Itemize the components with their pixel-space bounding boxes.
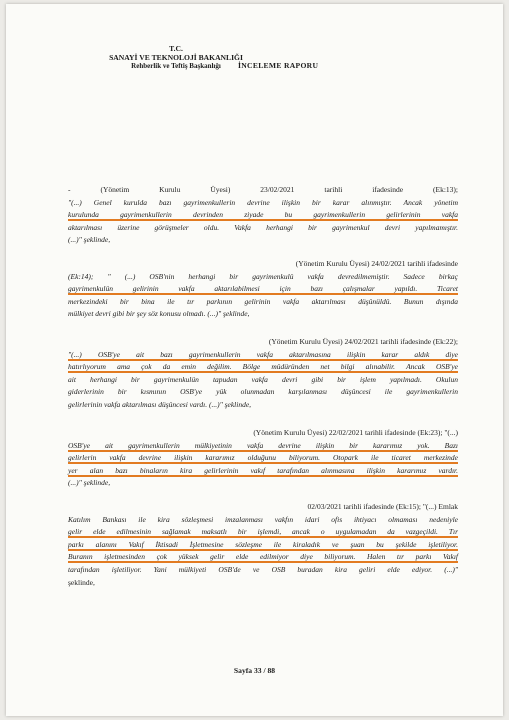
statement-line: tarafından işletiliyor. Yani mülkiyeti OSB'de ve OSB buradan kira geliri elde ediyor. (...)" <box>68 564 458 574</box>
page-number: Sayfa 33 / 88 <box>233 666 276 675</box>
statement-line: aktarılması üzerine görüşmeler oldu. Vakfa herhangi bir gayrimenkul devri yapılmamıştır. <box>68 222 458 232</box>
statement-line-underlined: parkı alanını Vakıf İktisadi İşletmesine sözleşme ile kiraladık ve şuan bu şekilde işletiliyor. <box>68 539 458 549</box>
statement-line-underlined: kurulunda gayrimenkullerin devrinden ziyade bu gayrimenkullerin gelirlerinin vakfa <box>68 210 458 220</box>
org-line-department: Rehberlik ve Teftiş Başkanlığı <box>131 62 221 70</box>
statement-line: 02/03/2021 tarihli ifadesinde (Ek:15); "(...) Emlak <box>307 502 458 511</box>
statement-line: gelirlerinin vakfa aktarılması düşüncesi vardı. (...)" şeklinde, <box>68 399 252 409</box>
statement-line-underlined: gayrimenkulün gelirinin vakfa aktarılabilmesi için bazı çalışmalar yapıldı. Ticaret <box>68 284 458 294</box>
statement-line: (Yönetim Kurulu Üyesi) 24/02/2021 tarihli ifadesinde (Ek:22); <box>268 337 458 346</box>
statement-line-underlined: hatırlıyorum ama çok da emin değilim. Bölge müdüründen net bilgi alınabilir. Ancak OSB'ye <box>68 362 458 372</box>
statement-line-underlined: gelir elde edilmesinin sağlamak maksatlı bir işlemdi, ancak o uygulamadan da vazgeçildi. Tır <box>68 527 458 537</box>
statement-line: merkezindeki bir bina ile tır parkının gelirinin vakfa aktarılması düşünüldü. Bunun dışında <box>68 296 458 306</box>
statement-ek15 <box>68 501 458 589</box>
statement-line: giderlerinin bir kısmının OSB'ye yük olunmadan karşılanması düşüncesi ile gayrimenkullerin <box>68 387 458 397</box>
statement-line: ait herhangi bir gayrimenkulün tapudan vakfa devri gibi bir işlem yapılmadı. Okulun <box>68 374 458 384</box>
document-page <box>6 4 503 716</box>
statement-line-underlined: Buranın işletmesinden çok yüksek gelir elde edilmiyor diye biliyorum. Halen tır parkı Vakıf <box>68 552 458 562</box>
ministry-header <box>96 44 256 71</box>
statement-line: (...)" şeklinde, <box>68 478 111 488</box>
statement-line: - (Yönetim Kurulu Üyesi) 23/02/2021 tarihli ifadesinde (Ek:13); <box>68 185 458 194</box>
statement-line: mülkiyet devri gibi bir şey söz konusu olmadı. (...)" şeklinde, <box>68 309 250 319</box>
statement-ek22 <box>68 336 458 412</box>
statement-line-underlined: gelirlerin vakfa devrine ilişkin kararımız olduğunu biliyorum. Otopark ile ticaret merkezinde <box>68 453 458 463</box>
statement-line: (Yönetim Kurulu Üyesi) 24/02/2021 tarihli ifadesinde <box>295 259 458 268</box>
org-line-tc: T.C. <box>169 44 183 53</box>
statement-line: "(...) Genel kurulda bazı gayrimenkullerin devrine ilişkin bir karar alınmıştır. Ancak yönetim <box>68 197 458 207</box>
statement-line: (Ek:14); " (...) OSB'nin herhangi bir gayrimenkulü vakfa devredilmemiştir. Sadece birkaç <box>68 271 458 281</box>
statement-line: (Yönetim Kurulu Üyesi) 22/02/2021 tarihli ifadesinde (Ek:23); "(...) <box>253 428 458 437</box>
org-line-ministry: SANAYİ VE TEKNOLOJİ BAKANLIĞI <box>109 53 243 62</box>
statement-line: Katılım Bankası ile kira sözleşmesi imzalanması vakfın idari ofis ihtiyacı olmaması nedeniyle <box>68 514 458 524</box>
statement-ek13 <box>68 184 458 247</box>
statement-line: şeklinde, <box>68 577 95 587</box>
statement-line-underlined: "(...) OSB'ye ait bazı gayrimenkullerin vakfa aktarılmasına ilişkin karar aldık diye <box>68 349 458 359</box>
statement-ek14 <box>68 258 458 321</box>
statement-line: (...)" şeklinde, <box>68 235 111 245</box>
report-title: İNCELEME RAPORU <box>238 61 319 70</box>
statement-line-underlined: OSB'ye ait gayrimenkullerin mülkiyetinin vakfa devrine ilişkin bir kararımız yok. Bazı <box>68 440 458 450</box>
statement-line-underlined: yer alan bazı binaların kira gelirlerinin vakıf tarafından alınmasına ilişkin kararımız vardır. <box>68 465 458 475</box>
statement-ek23 <box>68 427 458 490</box>
